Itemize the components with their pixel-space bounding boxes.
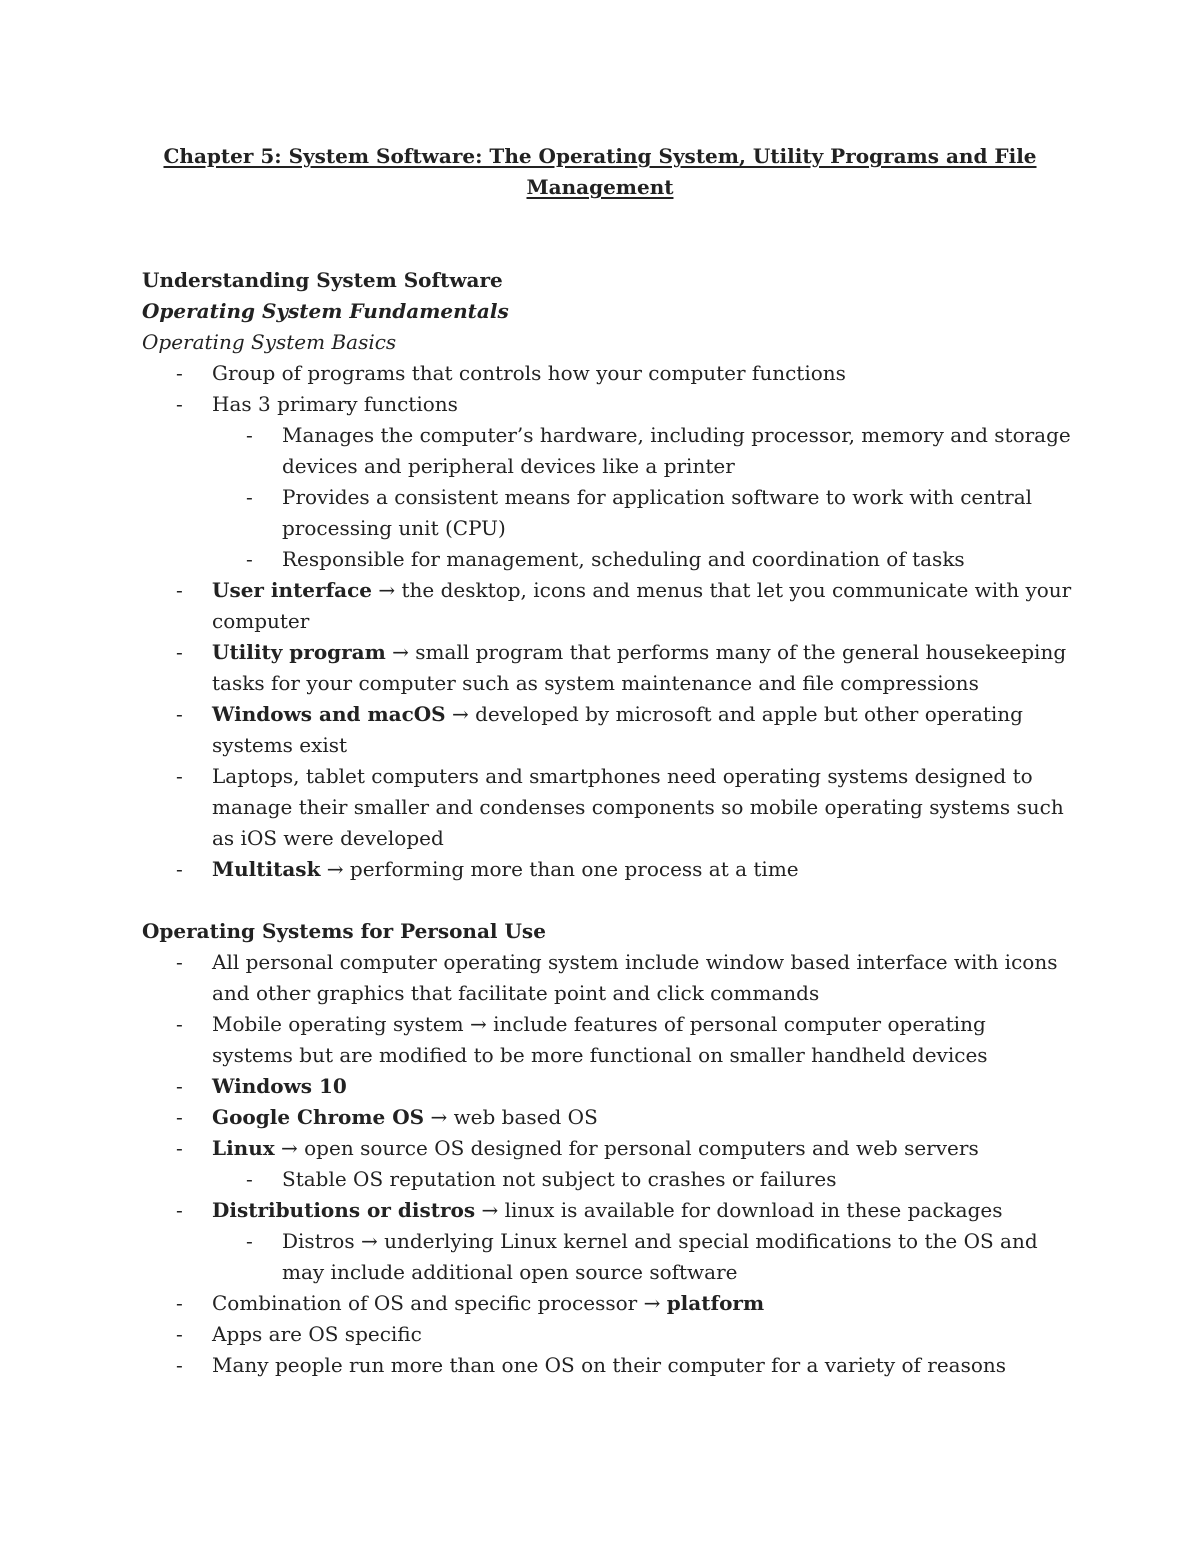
list-item	[142, 1288, 1072, 1319]
list-item-text: Stable OS reputation not subject to crashes or failures	[282, 1167, 837, 1191]
distros-sublist	[212, 1226, 1072, 1288]
list-item	[212, 544, 1072, 575]
list-item-text: Group of programs that controls how your computer functions	[212, 361, 846, 385]
list-item	[212, 482, 1072, 544]
list-item-text: Provides a consistent means for application software to work with central processing unit (CPU)	[282, 485, 1033, 540]
list-item	[142, 1071, 1072, 1102]
list-item-text: Apps are OS specific	[212, 1322, 422, 1346]
list-item-text: Has 3 primary functions	[212, 392, 458, 416]
term-distributions: Distributions or distros	[212, 1198, 476, 1222]
bullet-dash: -	[246, 423, 253, 447]
bullet-dash: -	[176, 1322, 183, 1346]
list-item-text: Manages the computer’s hardware, including processor, memory and storage devices and peripheral devices like a printer	[282, 423, 1071, 478]
bullet-dash: -	[176, 1074, 183, 1098]
bullet-dash: -	[176, 578, 183, 602]
list-item-text: Mobile operating system → include features of personal computer operating systems but are modified to be more functional on smaller handheld devices	[212, 1012, 988, 1067]
bullet-dash: -	[176, 1012, 183, 1036]
bullet-dash: -	[246, 485, 253, 509]
subheading-os-fundamentals: Operating System Fundamentals	[142, 299, 509, 323]
term-windows-10: Windows 10	[212, 1074, 347, 1098]
list-item-text: → open source OS designed for personal computers and web servers	[274, 1136, 979, 1160]
list-item-text: Responsible for management, scheduling and coordination of tasks	[282, 547, 965, 571]
os-basics-list	[142, 358, 1072, 885]
list-item-text: Combination of OS and specific processor →	[212, 1291, 667, 1315]
list-item	[142, 1102, 1072, 1133]
term-linux: Linux	[212, 1136, 275, 1160]
list-item	[142, 1319, 1072, 1350]
bullet-dash: -	[176, 950, 183, 974]
term-multitask: Multitask	[212, 857, 321, 881]
list-item-text: → the desktop, icons and menus that let you communicate with your computer	[212, 578, 1072, 633]
bullet-dash: -	[176, 361, 183, 385]
list-item	[142, 761, 1072, 854]
list-item	[142, 1195, 1072, 1288]
subsubheading-os-basics: Operating System Basics	[142, 330, 397, 354]
list-item	[142, 389, 1072, 575]
bullet-dash: -	[176, 1291, 183, 1315]
list-item	[142, 1350, 1072, 1381]
section-spacer	[142, 885, 1072, 916]
list-item	[142, 637, 1072, 699]
document-body	[142, 265, 1072, 1381]
list-item-text: All personal computer operating system include window based interface with icons and other graphics that facilitate point and click commands	[212, 950, 1058, 1005]
linux-sublist	[212, 1164, 1072, 1195]
list-item-text: → developed by microsoft and apple but other operating systems exist	[212, 702, 1023, 757]
bullet-dash: -	[176, 857, 183, 881]
section-heading-os-personal-use: Operating Systems for Personal Use	[142, 919, 546, 943]
bullet-dash: -	[246, 547, 253, 571]
list-item	[212, 420, 1072, 482]
bullet-dash: -	[246, 1167, 253, 1191]
bullet-dash: -	[176, 1198, 183, 1222]
list-item-text: → small program that performs many of the general housekeeping tasks for your computer such as system maintenance and file compressions	[212, 640, 1067, 695]
bullet-dash: -	[176, 1136, 183, 1160]
term-utility-program: Utility program	[212, 640, 386, 664]
list-item	[212, 1164, 1072, 1195]
list-item	[142, 358, 1072, 389]
bullet-dash: -	[176, 702, 183, 726]
bullet-dash: -	[176, 392, 183, 416]
os-personal-use-list	[142, 947, 1072, 1381]
list-item-text: Many people run more than one OS on their computer for a variety of reasons	[212, 1353, 1007, 1377]
bullet-dash: -	[246, 1229, 253, 1253]
list-item-text: → linux is available for download in these packages	[475, 1198, 1003, 1222]
bullet-dash: -	[176, 764, 183, 788]
list-item	[142, 575, 1072, 637]
list-item-text: → performing more than one process at a time	[320, 857, 799, 881]
bullet-dash: -	[176, 640, 183, 664]
list-item	[142, 1133, 1072, 1195]
bullet-dash: -	[176, 1105, 183, 1129]
list-item-text: → web based OS	[424, 1105, 598, 1129]
term-platform: platform	[666, 1291, 765, 1315]
bullet-dash: -	[176, 1353, 183, 1377]
section-heading-understanding-system-software: Understanding System Software	[142, 268, 503, 292]
primary-functions-sublist	[212, 420, 1072, 575]
list-item	[142, 699, 1072, 761]
term-user-interface: User interface	[212, 578, 373, 602]
list-item	[142, 854, 1072, 885]
list-item	[212, 1226, 1072, 1288]
term-windows-macos: Windows and macOS	[212, 702, 446, 726]
list-item-text: Distros → underlying Linux kernel and special modifications to the OS and may include additional open source software	[282, 1229, 1038, 1284]
list-item	[142, 1009, 1072, 1071]
term-google-chrome-os: Google Chrome OS	[212, 1105, 425, 1129]
list-item-text: Laptops, tablet computers and smartphones need operating systems designed to manage their smaller and condenses components so mobile operating systems such as iOS were developed	[212, 764, 1064, 850]
list-item	[142, 947, 1072, 1009]
page-title: Chapter 5: System Software: The Operating System, Utility Programs and File Management	[163, 144, 1037, 199]
